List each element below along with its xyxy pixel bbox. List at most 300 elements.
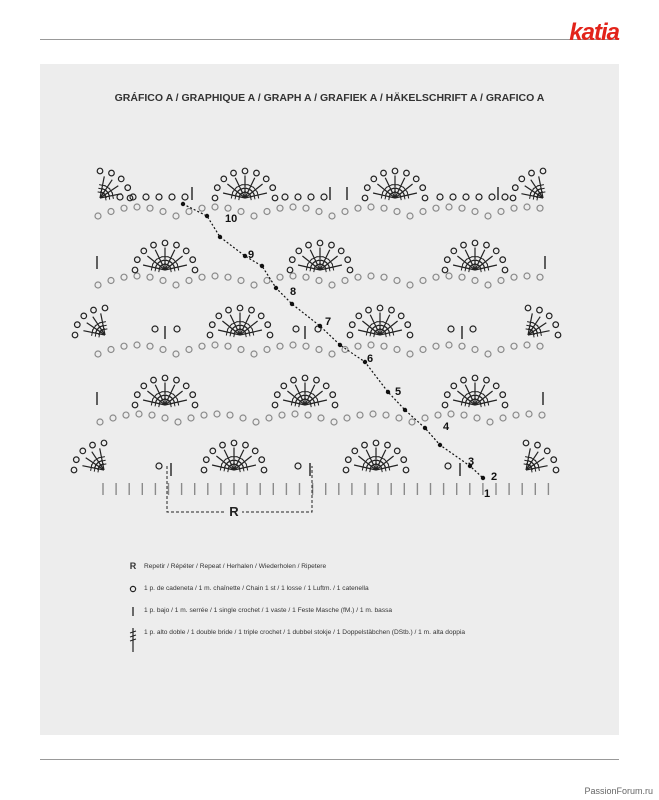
legend-row-chain [128,583,598,605]
chain-stitch [512,185,518,191]
chain-stitch [214,185,220,191]
chain-stitch [526,411,532,417]
chain-stitch [264,278,270,284]
chain-stitch [214,411,220,417]
chain-stitch [368,204,374,210]
legend-text-chain: 1 p. de cadeneta / 1 m. chaînette / Chain 1 st / 1 losse / 1 Luftm. / 1 catenella [144,585,369,592]
chain-stitch [169,194,175,200]
chain-stitch [422,195,428,201]
chain-stitch [461,377,467,383]
chain-stitch [493,383,499,389]
chain-stitch [162,240,168,246]
chain-stitch [502,402,508,408]
chain-stitch [73,457,79,463]
chain-stitch [261,467,267,473]
chain-stitch [446,273,452,279]
chain-stitch [263,176,269,182]
chain-stitch [293,326,299,332]
chain-stitch [305,412,311,418]
chain-stitch [345,257,351,263]
chain-stitch [121,343,127,349]
chain-stitch [156,463,162,469]
chain-stitch [540,168,546,174]
chain-stitch [420,209,426,215]
legend-text-single-crochet: 1 p. bajo / 1 m. serrée / 1 single crochet / 1 vaste / 1 Feste Masche (fM.) / 1 m. bassa [144,607,393,614]
chain-stitch [344,415,350,421]
chain-stitch [485,213,491,219]
chain-stitch [81,313,87,319]
chain-stitch [535,442,541,448]
chain-stitch [474,415,480,421]
chain-stitch [274,392,280,398]
chain-stitch [72,332,78,338]
chain-stitch [316,347,322,353]
row-number: 2 [491,471,498,483]
row-number: 1 [484,488,491,500]
chain-stitch [182,194,188,200]
chain-stitch [212,273,218,279]
chain-stitch [251,351,257,357]
triple-crochet-bar [94,465,95,472]
chain-stitch [282,194,288,200]
row-number: 10 [225,213,238,225]
chain-stitch [446,204,452,210]
chain-stitch [192,267,198,273]
row-number: 6 [367,353,374,365]
chain-stitch [121,274,127,280]
chain-stitch [383,412,389,418]
chain-stitch [110,415,116,421]
chain-stitch [318,415,324,421]
chain-stitch [381,170,387,176]
chain-stitch [199,274,205,280]
chain-stitch [302,375,308,381]
chain-stitch [227,412,233,418]
chain-stitch [537,307,543,313]
chain-stitch [364,185,370,191]
chain-stitch [243,442,249,448]
chain-stitch [225,274,231,280]
chain-stitch [209,322,215,328]
triple-crochet-bar [112,192,113,199]
chain-stitch [413,176,419,182]
chain-stitch [95,282,101,288]
chain-stitch [489,194,495,200]
chain-stitch [80,448,86,454]
chain-stitch [407,282,413,288]
chain-stitch [160,347,166,353]
chain-stitch [303,205,309,211]
chain-stitch [459,343,465,349]
chain-stitch [134,342,140,348]
chain-stitch [109,170,115,176]
chain-stitch [240,415,246,421]
repeat-label: R [229,504,239,519]
chain-stitch [461,242,467,248]
chain-stitch [251,282,257,288]
chain-stitch [108,209,114,215]
chain-stitch [500,392,506,398]
chain-stitch [451,248,457,254]
chart-title: GRÁFICO A / GRAPHIQUE A / GRAPH A / GRAFIEK A / HÄKELSCHRIFT A / GRAFICO A [114,92,545,104]
chain-stitch [303,274,309,280]
chain-stitch [330,392,336,398]
chain-stitch [108,278,114,284]
chain-stitch [289,257,295,263]
triple-crochet-bar [536,330,537,337]
chain-stitch [173,213,179,219]
chain-stitch [207,332,213,338]
chain-stitch [523,440,529,446]
chain-stitch [74,322,80,328]
row-number: 8 [290,286,297,298]
chain-stitch [357,412,363,418]
chain-stitch [199,343,205,349]
chain-stitch [190,392,196,398]
chain-stitch [173,282,179,288]
chain-stitch [134,204,140,210]
chain-stitch [472,209,478,215]
chain-stitch [221,176,227,182]
chain-stitch [237,305,243,311]
legend-text-triple-crochet: 1 p. alto doble / 1 double bride / 1 triple crochet / 1 dubbel stokje / 1 Doppelstäbchen (DStb.) / 1 m. alta doppia [144,629,466,636]
chain-stitch [95,351,101,357]
chain-stitch [498,278,504,284]
chain-stitch [502,267,508,273]
chain-stitch [290,342,296,348]
chain-stitch [381,205,387,211]
chain-stitch [511,274,517,280]
chain-stitch [407,351,413,357]
chain-stitch [342,209,348,215]
chain-stitch [368,342,374,348]
chain-stitch [331,419,337,425]
chain-stitch [356,313,362,319]
chain-stitch [147,274,153,280]
chain-stitch [97,168,103,174]
chain-stitch [500,415,506,421]
chain-stitch [134,257,140,263]
chain-stitch [253,419,259,425]
watermark: PassionForum.ru [584,786,653,796]
working-path [183,204,483,478]
chain-stitch [258,313,264,319]
chain-stitch [338,248,344,254]
chain-stitch [437,194,443,200]
chain-stitch [226,307,232,313]
chain-stitch [524,273,530,279]
chain-stitch [91,307,97,313]
triple-crochet-bar [108,193,109,200]
chain-stitch [459,205,465,211]
chain-stitch [212,195,218,201]
chain-stitch [485,282,491,288]
chain-stitch [216,313,222,319]
chain-stitch [407,332,413,338]
chain-stitch [225,205,231,211]
chain-stitch [212,204,218,210]
chain-stitch [442,267,448,273]
triple-crochet-bar [92,329,93,336]
chain-stitch [225,343,231,349]
chain-stitch [450,194,456,200]
chain-stitch [347,332,353,338]
chain-stitch [134,392,140,398]
legend-row-triple-crochet [128,627,598,649]
chain-stitch [433,274,439,280]
chain-stitch [151,242,157,248]
chain-stitch [252,448,258,454]
chain-stitch [249,307,255,313]
chain-stitch [470,326,476,332]
chain-stitch [539,412,545,418]
chain-stitch [463,194,469,200]
chain-stitch [151,377,157,383]
chain-stitch [373,440,379,446]
chain-stitch [102,305,108,311]
chain-stitch [147,205,153,211]
triple-crochet-bar [533,193,534,200]
chain-stitch-icon [128,583,138,595]
chain-stitch [544,448,550,454]
chain-stitch [190,257,196,263]
chain-stitch [394,209,400,215]
chain-stitch [152,326,158,332]
triple-crochet-bar [91,464,92,471]
chain-stitch [381,343,387,349]
chain-stitch [385,442,391,448]
chain-stitch [71,467,77,473]
chain-stitch [381,274,387,280]
row-number: 4 [443,421,450,433]
triple-crochet-bar [540,329,541,336]
chain-stitch [308,194,314,200]
chain-stitch [555,332,561,338]
chain-stitch [342,278,348,284]
chain-stitch [377,305,383,311]
chain-stitch [173,351,179,357]
chain-stitch [525,305,531,311]
chain-stitch [445,463,451,469]
chain-stitch [461,412,467,418]
chain-stitch [292,411,298,417]
chain-stitch [362,442,368,448]
chain-stitch [141,248,147,254]
chain-stitch [174,377,180,383]
chain-stitch [188,415,194,421]
chain-stitch [156,194,162,200]
chain-stitch [389,307,395,313]
chain-stitch [433,205,439,211]
chain-stitch [296,248,302,254]
chain-stitch [160,209,166,215]
chain-stitch [371,176,377,182]
chain-stitch [510,195,516,201]
chain-stitch [342,347,348,353]
chain-stitch [90,442,96,448]
chain-stitch [511,343,517,349]
chain-stitch [259,457,265,463]
chain-stitch [125,185,131,191]
chain-stitch [553,322,559,328]
chain-stitch [277,205,283,211]
chain-stitch [290,204,296,210]
chain-stitch [174,326,180,332]
chain-stitch [203,457,209,463]
bottom-rule [40,759,619,760]
chain-stitch [134,273,140,279]
chain-stitch [267,332,273,338]
chain-stitch [537,205,543,211]
chain-stitch [201,467,207,473]
chain-stitch [401,457,407,463]
chain-stitch [355,343,361,349]
chain-stitch [220,442,226,448]
chain-stitch [345,457,351,463]
chain-stitch [366,307,372,313]
chain-stitch [201,412,207,418]
chain-stitch [101,440,107,446]
chain-stitch [264,209,270,215]
chain-stitch [405,322,411,328]
chain-stitch [472,375,478,381]
chain-stitch [546,313,552,319]
chain-stitch [420,278,426,284]
chain-stitch [409,419,415,425]
chain-stitch [485,351,491,357]
legend [128,561,598,649]
chain-stitch [394,448,400,454]
chain-stitch [118,176,124,182]
chain-stitch [162,375,168,381]
chain-stitch [238,278,244,284]
chain-stitch [329,351,335,357]
triple-crochet-bar [534,465,535,472]
chain-stitch [277,274,283,280]
chain-stitch [231,440,237,446]
chain-stitch [444,392,450,398]
chain-stitch [448,411,454,417]
chain-stitch [524,204,530,210]
chain-stitch [321,194,327,200]
chain-stitch [537,343,543,349]
chain-stitch [314,377,320,383]
chain-stitch [537,274,543,280]
katia-logo: katia [569,19,619,46]
chain-stitch [493,248,499,254]
chain-stitch [95,213,101,219]
chain-stitch [264,347,270,353]
chain-stitch [472,347,478,353]
chain-stitch [186,347,192,353]
chain-stitch [306,242,312,248]
chain-stitch [238,347,244,353]
legend-text-repeat: Repetir / Répéter / Repeat / Herhalen / Wiederholen / Ripetere [144,563,327,570]
chain-stitch [368,273,374,279]
legend-row-single-crochet [128,605,598,627]
chain-stitch [355,205,361,211]
chain-stitch [332,402,338,408]
chain-stitch [287,267,293,273]
chain-stitch [290,273,296,279]
chain-stitch [370,411,376,417]
chain-stitch [162,415,168,421]
chain-stitch [238,209,244,215]
chain-stitch [295,194,301,200]
chain-stitch [132,402,138,408]
chain-stitch [160,278,166,284]
chain-stitch [303,343,309,349]
chain-stitch [279,412,285,418]
chain-stitch [343,467,349,473]
chain-stitch [316,278,322,284]
chain-stitch [272,402,278,408]
chain-stitch [498,347,504,353]
chain-stitch [500,257,506,263]
chain-stitch [149,412,155,418]
chain-stitch [513,412,519,418]
row-number: 9 [248,249,255,261]
chain-stitch [329,213,335,219]
chain-stitch [295,463,301,469]
chain-stitch [519,176,525,182]
chain-stitch [484,242,490,248]
chain-stitch [251,213,257,219]
chain-stitch [186,209,192,215]
chain-stitch [433,343,439,349]
chain-stitch [329,242,335,248]
chain-stitch [420,347,426,353]
chain-stitch [266,415,272,421]
chain-stitch [529,170,535,176]
chain-stitch [394,278,400,284]
chain-stitch [231,170,237,176]
chain-stitch [551,457,557,463]
chain-stitch [281,383,287,389]
chain-stitch [143,194,149,200]
chain-stitch [265,322,271,328]
chain-stitch [175,419,181,425]
chain-stitch [183,383,189,389]
chain-stitch [316,209,322,215]
chain-stitch [553,467,559,473]
chain-stitch [444,257,450,263]
chain-stitch [323,383,329,389]
chain-stitch [272,195,278,201]
row-number: 7 [325,316,332,328]
chain-stitch [502,194,508,200]
chain-stitch [392,168,398,174]
chain-stitch [472,278,478,284]
chain-stitch [136,411,142,417]
chain-stitch [484,377,490,383]
chain-stitch [355,274,361,280]
chain-stitch [352,448,358,454]
legend-row-repeat [128,561,598,583]
chain-stitch [186,278,192,284]
chain-stitch [451,383,457,389]
chain-stitch [407,213,413,219]
chain-stitch [141,383,147,389]
chain-stitch [192,402,198,408]
chain-stitch [524,342,530,348]
chain-stitch [349,322,355,328]
chain-stitch [291,377,297,383]
chain-stitch [212,342,218,348]
chain-stitch [422,415,428,421]
chain-stitch [398,313,404,319]
chain-stitch [277,343,283,349]
